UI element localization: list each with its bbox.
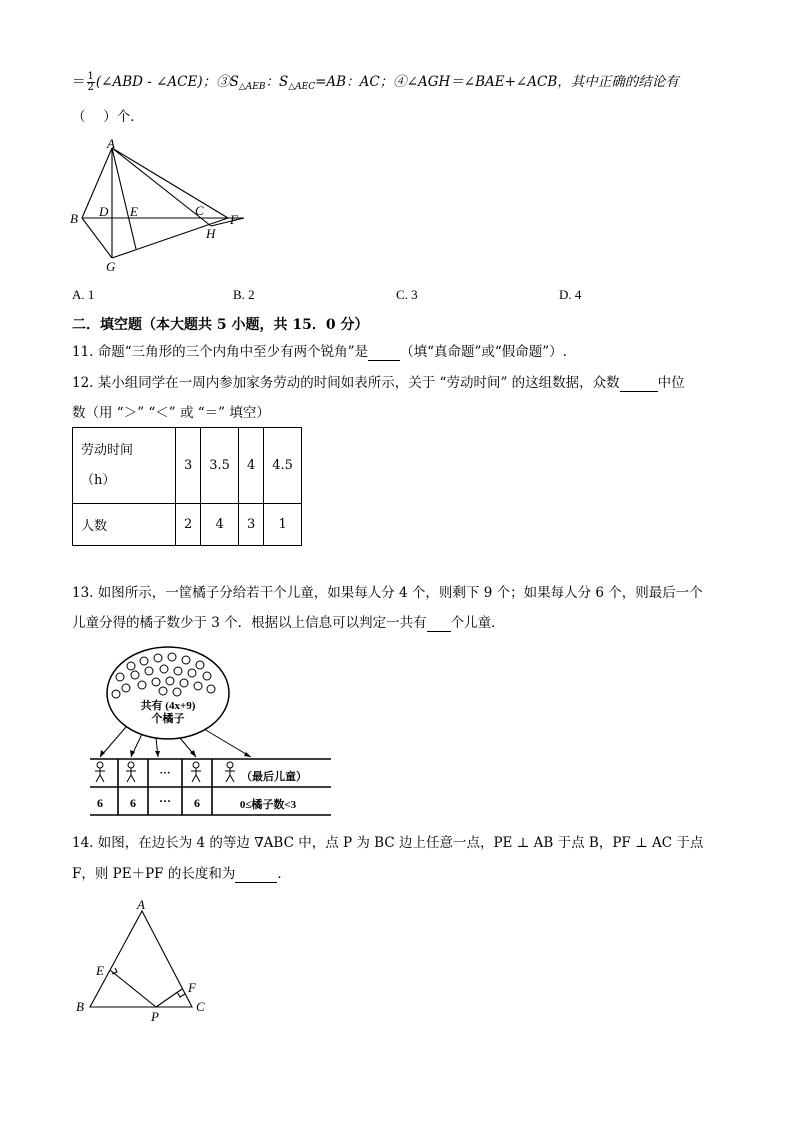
option-c[interactable]: C. 3: [396, 287, 418, 302]
q13-figure: [86, 645, 336, 825]
q13-text-after: 个儿童．: [450, 615, 505, 631]
q10-line2: （ ）个．: [72, 109, 144, 125]
q13-blank[interactable]: [427, 617, 451, 632]
count-label: 人数: [73, 504, 176, 546]
table-row: [73, 504, 302, 546]
option-a[interactable]: A. 1: [72, 287, 95, 302]
time-cell: 4.5: [264, 428, 302, 504]
count-cell: 1: [264, 504, 302, 546]
last-value: 0≤橘子数<3: [239, 799, 297, 811]
label-B: B: [76, 999, 84, 1014]
row-value: 6: [97, 796, 103, 810]
section-2-title: 二．填空题（本大题共 5 小题，共 15．0 分）: [72, 317, 369, 333]
q12-table: [72, 427, 302, 546]
label-C: C: [195, 203, 204, 218]
q11-text-after: （填“真命题”或“假命题”）.: [400, 344, 567, 360]
row-value: 6: [130, 796, 136, 810]
dots-row1: ···: [159, 767, 171, 779]
option-b[interactable]: B. 2: [233, 287, 255, 302]
frac-num: 1: [87, 71, 94, 82]
label-F: F: [230, 212, 238, 227]
q13-line1: 13. 如图所示，一筐橘子分给若干个儿童，如果每人分 4 个，则剩下 9 个；如果每人分 6 个，则最后一个: [72, 585, 703, 601]
q10-sub2: △AEC: [288, 82, 316, 92]
basket-label-1: 共有 (4x+9): [140, 700, 196, 712]
q11-text: 11. 命题“三角形的三个内角中至少有两个锐角”是: [72, 344, 369, 360]
q12-blank[interactable]: [620, 377, 658, 392]
q11: [72, 343, 567, 361]
q14-blank[interactable]: [235, 868, 277, 883]
label-H: H: [206, 226, 216, 241]
basket-label-2: 个橘子: [151, 713, 185, 725]
label-A: A: [137, 897, 145, 912]
label-A: A: [107, 136, 115, 151]
q14-line1: 14. 如图，在边长为 4 的等边 ∇ABC 中，点 P 为 BC 边上任意一点，PE ⊥ AB 于点 B，PF ⊥ AC 于点: [72, 835, 704, 851]
q14-figure: [70, 893, 220, 1023]
time-cell: 4: [238, 428, 263, 504]
label-E: E: [130, 204, 138, 219]
label-B: B: [70, 211, 78, 226]
last-child-label: （最后儿童）: [241, 771, 307, 783]
option-d[interactable]: D. 4: [559, 287, 582, 302]
q12-text-after: 中位: [657, 375, 685, 391]
q10-sub1: △AEB: [238, 82, 266, 92]
label-G: G: [106, 259, 116, 274]
label-C: C: [196, 999, 205, 1014]
q10-expr: (∠ABD - ∠ACE)；③S: [95, 74, 239, 90]
q14-line2: [72, 865, 291, 883]
half-fraction: [87, 72, 95, 93]
label-D: D: [99, 204, 109, 219]
table-row: [73, 428, 302, 504]
q10-line1: [72, 72, 679, 96]
label-P: P: [151, 1009, 159, 1023]
frac-den: 2: [87, 82, 94, 93]
q13-text: 儿童分得的橘子数少于 3 个．根据以上信息可以判定一共有: [72, 615, 427, 631]
row-value: 6: [194, 796, 200, 810]
q11-blank[interactable]: [368, 346, 400, 361]
q13-line2: [72, 614, 505, 632]
q10-eq: ＝: [72, 74, 86, 90]
q10-figure: [66, 136, 256, 276]
label-F: F: [188, 980, 196, 995]
q12-text: 12. 某小组同学在一周内参加家务劳动的时间如表所示，关于 “劳动时间” 的这组数据，众数: [72, 375, 620, 391]
q14-text-after: ．: [277, 866, 291, 882]
count-cell: 2: [176, 504, 201, 546]
row-value: ···: [158, 794, 172, 808]
header-cell: [73, 428, 176, 504]
header-unit: （h）: [81, 472, 116, 488]
count-cell: 3: [238, 504, 263, 546]
time-cell: 3.5: [201, 428, 239, 504]
time-cell: 3: [176, 428, 201, 504]
q12-line2: 数（用 “＞” “＜” 或 “＝” 填空）: [72, 405, 270, 421]
q10-rest: =AB：AC；④∠AGH＝∠BAE+∠ACB，其中正确的结论有: [315, 74, 679, 90]
q10-colon: ：S: [265, 74, 289, 90]
q12-line1: [72, 374, 685, 392]
count-cell: 4: [201, 504, 239, 546]
label-E: E: [96, 963, 104, 978]
q14-text: F，则 PE＋PF 的长度和为: [72, 866, 236, 882]
header-label: 劳动时间: [81, 442, 134, 458]
